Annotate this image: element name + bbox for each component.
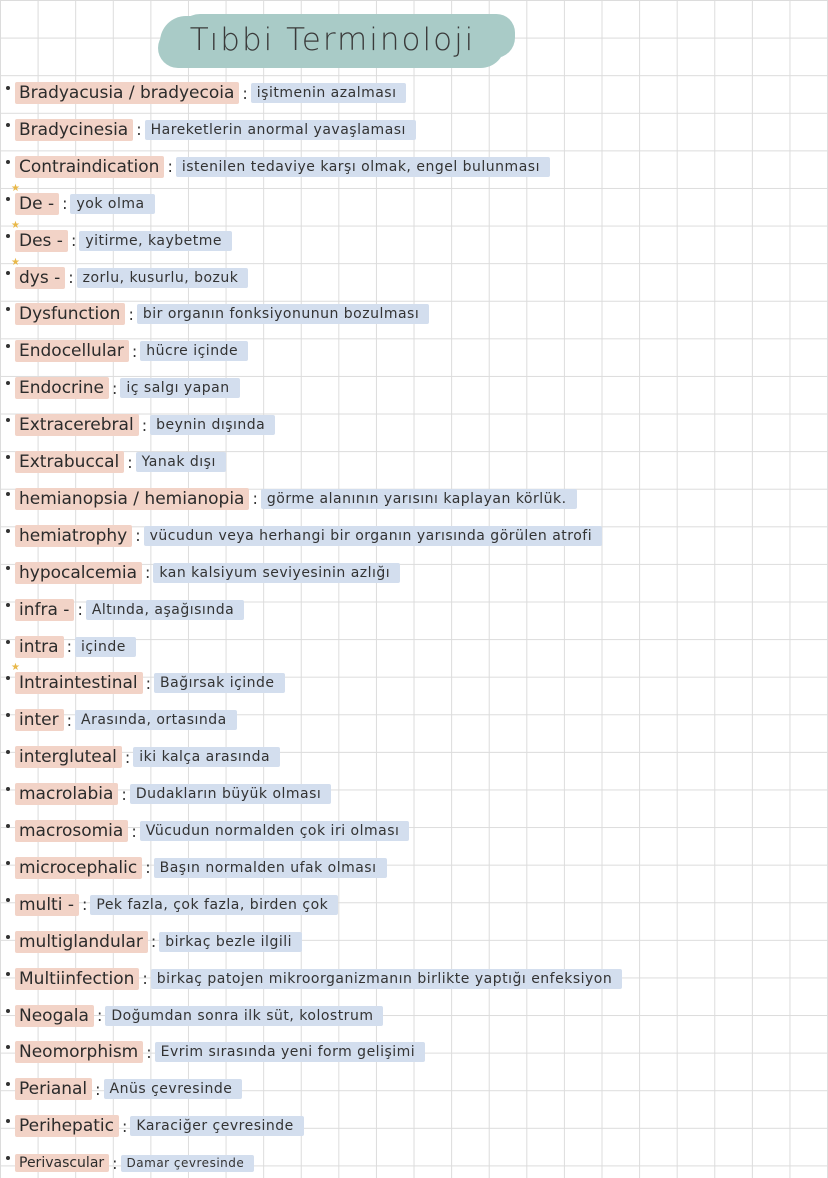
term-definition: Anüs çevresinde (104, 1079, 243, 1099)
term-definition: Hareketlerin anormal yavaşlaması (145, 120, 416, 140)
bullet-icon (6, 898, 10, 902)
term-separator: : (142, 969, 148, 989)
term-label: Bradyacusia / bradyecoia (15, 82, 239, 104)
list-item (6, 705, 237, 735)
list-item (6, 1037, 425, 1067)
term-label: dys - (15, 267, 65, 289)
term-definition: görme alanının yarısını kaplayan körlük. (261, 489, 577, 509)
term-definition: iç salgı yapan (120, 378, 239, 398)
term-separator: : (95, 1079, 101, 1099)
term-definition: Dudakların büyük olması (130, 784, 332, 804)
bullet-icon (6, 1156, 10, 1160)
star-icon: ★ (11, 219, 20, 231)
term-label: Perianal (15, 1078, 92, 1100)
term-label: hemianopsia / hemianopia (15, 488, 249, 510)
bullet-icon (6, 861, 10, 865)
term-separator: : (62, 194, 68, 214)
term-definition: yok olma (70, 194, 154, 214)
term-label: hypocalcemia (15, 562, 142, 584)
list-item (6, 484, 577, 514)
bullet-icon (6, 750, 10, 754)
term-separator: : (66, 637, 72, 656)
term-separator: : (145, 858, 151, 878)
list-item (6, 662, 285, 698)
bullet-icon (6, 603, 10, 607)
term-label: intergluteal (15, 746, 122, 768)
bullet-icon (6, 1009, 10, 1013)
term-label: Endocellular (15, 340, 129, 362)
bullet-icon (6, 160, 10, 164)
term-definition: Karaciğer çevresinde (130, 1116, 303, 1136)
term-definition: iki kalça arasında (133, 747, 280, 767)
term-separator: : (136, 120, 142, 140)
list-item (6, 373, 240, 403)
term-label: macrosomia (15, 820, 128, 842)
term-separator: : (70, 231, 77, 251)
list-item (6, 927, 302, 957)
list-item (6, 964, 622, 994)
term-label: Intraintestinal (15, 672, 143, 694)
term-definition: Altında, aşağısında (86, 600, 244, 620)
term-definition: içinde (75, 637, 136, 657)
term-separator: : (141, 415, 148, 435)
bullet-icon (6, 344, 10, 348)
term-definition: vücudun veya herhangi bir organın yarısında görülen atrofi (144, 526, 602, 546)
term-definition: Vücudun normalden çok iri olması (140, 821, 410, 841)
list-item (6, 152, 550, 182)
term-definition: istenilen tedaviye karşı olmak, engel bulunması (176, 157, 550, 177)
list-item (6, 558, 400, 588)
term-definition: kan kalsiyum seviyesinin azlığı (153, 563, 400, 583)
term-separator: : (146, 1042, 152, 1062)
term-definition: Damar çevresinde (121, 1155, 255, 1172)
term-separator: : (135, 526, 141, 546)
term-definition: birkaç bezle ilgili (159, 932, 302, 952)
star-icon: ★ (11, 256, 20, 268)
term-separator: : (131, 341, 138, 361)
list-item (6, 78, 406, 108)
term-label: inter (15, 709, 64, 731)
term-separator: : (145, 673, 152, 693)
term-definition: beynin dışında (150, 415, 275, 435)
bullet-icon (6, 713, 10, 717)
list-item (6, 1074, 242, 1104)
list-item (6, 410, 275, 440)
bullet-icon (6, 123, 10, 127)
term-label: Perihepatic (15, 1115, 119, 1137)
term-label: Endocrine (15, 377, 109, 399)
term-label: Contraindication (15, 156, 164, 178)
star-icon: ★ (11, 662, 20, 674)
term-definition: Başın normalden ufak olması (154, 858, 387, 878)
bullet-icon (6, 676, 10, 680)
list-item (6, 115, 416, 145)
term-label: Extracerebral (15, 414, 139, 436)
list-item (6, 256, 248, 293)
list-item (6, 890, 338, 920)
term-separator: : (68, 268, 74, 287)
term-separator: : (81, 895, 88, 915)
bullet-icon (6, 197, 10, 201)
term-definition: Pek fazla, çok fazla, birden çok (90, 895, 338, 915)
page-title: Tıbbi Terminoloji (189, 22, 476, 58)
list-item (6, 1111, 304, 1141)
term-separator: : (242, 83, 248, 103)
term-label: Neomorphism (15, 1041, 143, 1063)
term-separator: : (122, 1116, 128, 1136)
term-label: multi - (15, 894, 79, 916)
list-item (6, 816, 409, 846)
bullet-icon (6, 566, 10, 570)
bullet-icon (6, 972, 10, 976)
term-label: intra (15, 636, 64, 658)
bullet-icon (6, 418, 10, 422)
term-definition: Evrim sırasında yeni form gelişimi (155, 1042, 426, 1062)
term-separator: : (150, 932, 157, 952)
term-label: microcephalic (15, 857, 142, 879)
bullet-icon (6, 1082, 10, 1086)
term-separator: : (128, 304, 134, 324)
bullet-icon (6, 529, 10, 533)
list-item (6, 779, 331, 809)
term-definition: işitmenin azalması (251, 83, 407, 103)
term-definition: Bağırsak içinde (154, 673, 285, 693)
term-definition: hücre içinde (140, 341, 248, 361)
list-item (6, 595, 244, 625)
bullet-icon (6, 86, 10, 90)
bullet-icon (6, 234, 10, 238)
term-label: De - (15, 193, 59, 215)
term-definition: Yanak dışı (136, 452, 226, 472)
term-label: Neogala (15, 1005, 94, 1027)
term-label: Perivascular (15, 1154, 109, 1172)
list-item (6, 521, 602, 551)
list-item (6, 632, 136, 662)
term-separator: : (127, 452, 133, 472)
term-separator: : (96, 1006, 103, 1025)
term-separator: : (112, 1153, 118, 1173)
bullet-icon (6, 640, 10, 644)
term-definition: Doğumdan sonra ilk süt, kolostrum (105, 1006, 383, 1026)
bullet-icon (6, 824, 10, 828)
term-label: hemiatrophy (15, 525, 132, 547)
bullet-icon (6, 381, 10, 385)
term-definition: birkaç patojen mikroorganizmanın birlikte yaptığı enfeksiyon (151, 969, 622, 989)
list-item (6, 447, 226, 477)
term-label: macrolabia (15, 783, 118, 805)
bullet-icon (6, 455, 10, 459)
list-item (6, 1148, 254, 1178)
term-separator: : (167, 157, 173, 177)
term-separator: : (124, 747, 131, 767)
term-separator: : (145, 563, 151, 583)
term-definition: zorlu, kusurlu, bozuk (77, 268, 249, 288)
list-item (6, 853, 387, 883)
star-icon: ★ (11, 182, 20, 194)
bullet-icon (6, 787, 10, 791)
term-separator: : (252, 489, 258, 509)
bullet-icon (6, 271, 10, 275)
bullet-icon (6, 1119, 10, 1123)
term-separator: : (112, 378, 118, 398)
list-item (6, 182, 155, 219)
term-label: Des - (15, 230, 68, 252)
list-item (6, 299, 429, 329)
term-definition: bir organın fonksiyonunun bozulması (137, 304, 429, 324)
term-separator: : (66, 710, 73, 730)
bullet-icon (6, 935, 10, 939)
term-label: Multiinfection (15, 968, 139, 990)
term-definition: yitirme, kaybetme (79, 231, 232, 251)
list-item (6, 742, 280, 772)
list-item (6, 336, 248, 366)
term-separator: : (77, 600, 83, 620)
term-label: Dysfunction (15, 303, 125, 325)
term-label: Bradycinesia (15, 119, 133, 141)
term-definition: Arasında, ortasında (75, 710, 237, 730)
page-title-area (160, 12, 505, 72)
term-label: infra - (15, 599, 74, 621)
bullet-icon (6, 492, 10, 496)
term-label: multiglandular (15, 931, 148, 953)
term-separator: : (131, 821, 137, 841)
term-label: Extrabuccal (15, 451, 124, 473)
term-separator: : (121, 784, 127, 804)
list-item (6, 219, 232, 256)
bullet-icon (6, 1045, 10, 1049)
bullet-icon (6, 307, 10, 311)
list-item (6, 1001, 383, 1031)
